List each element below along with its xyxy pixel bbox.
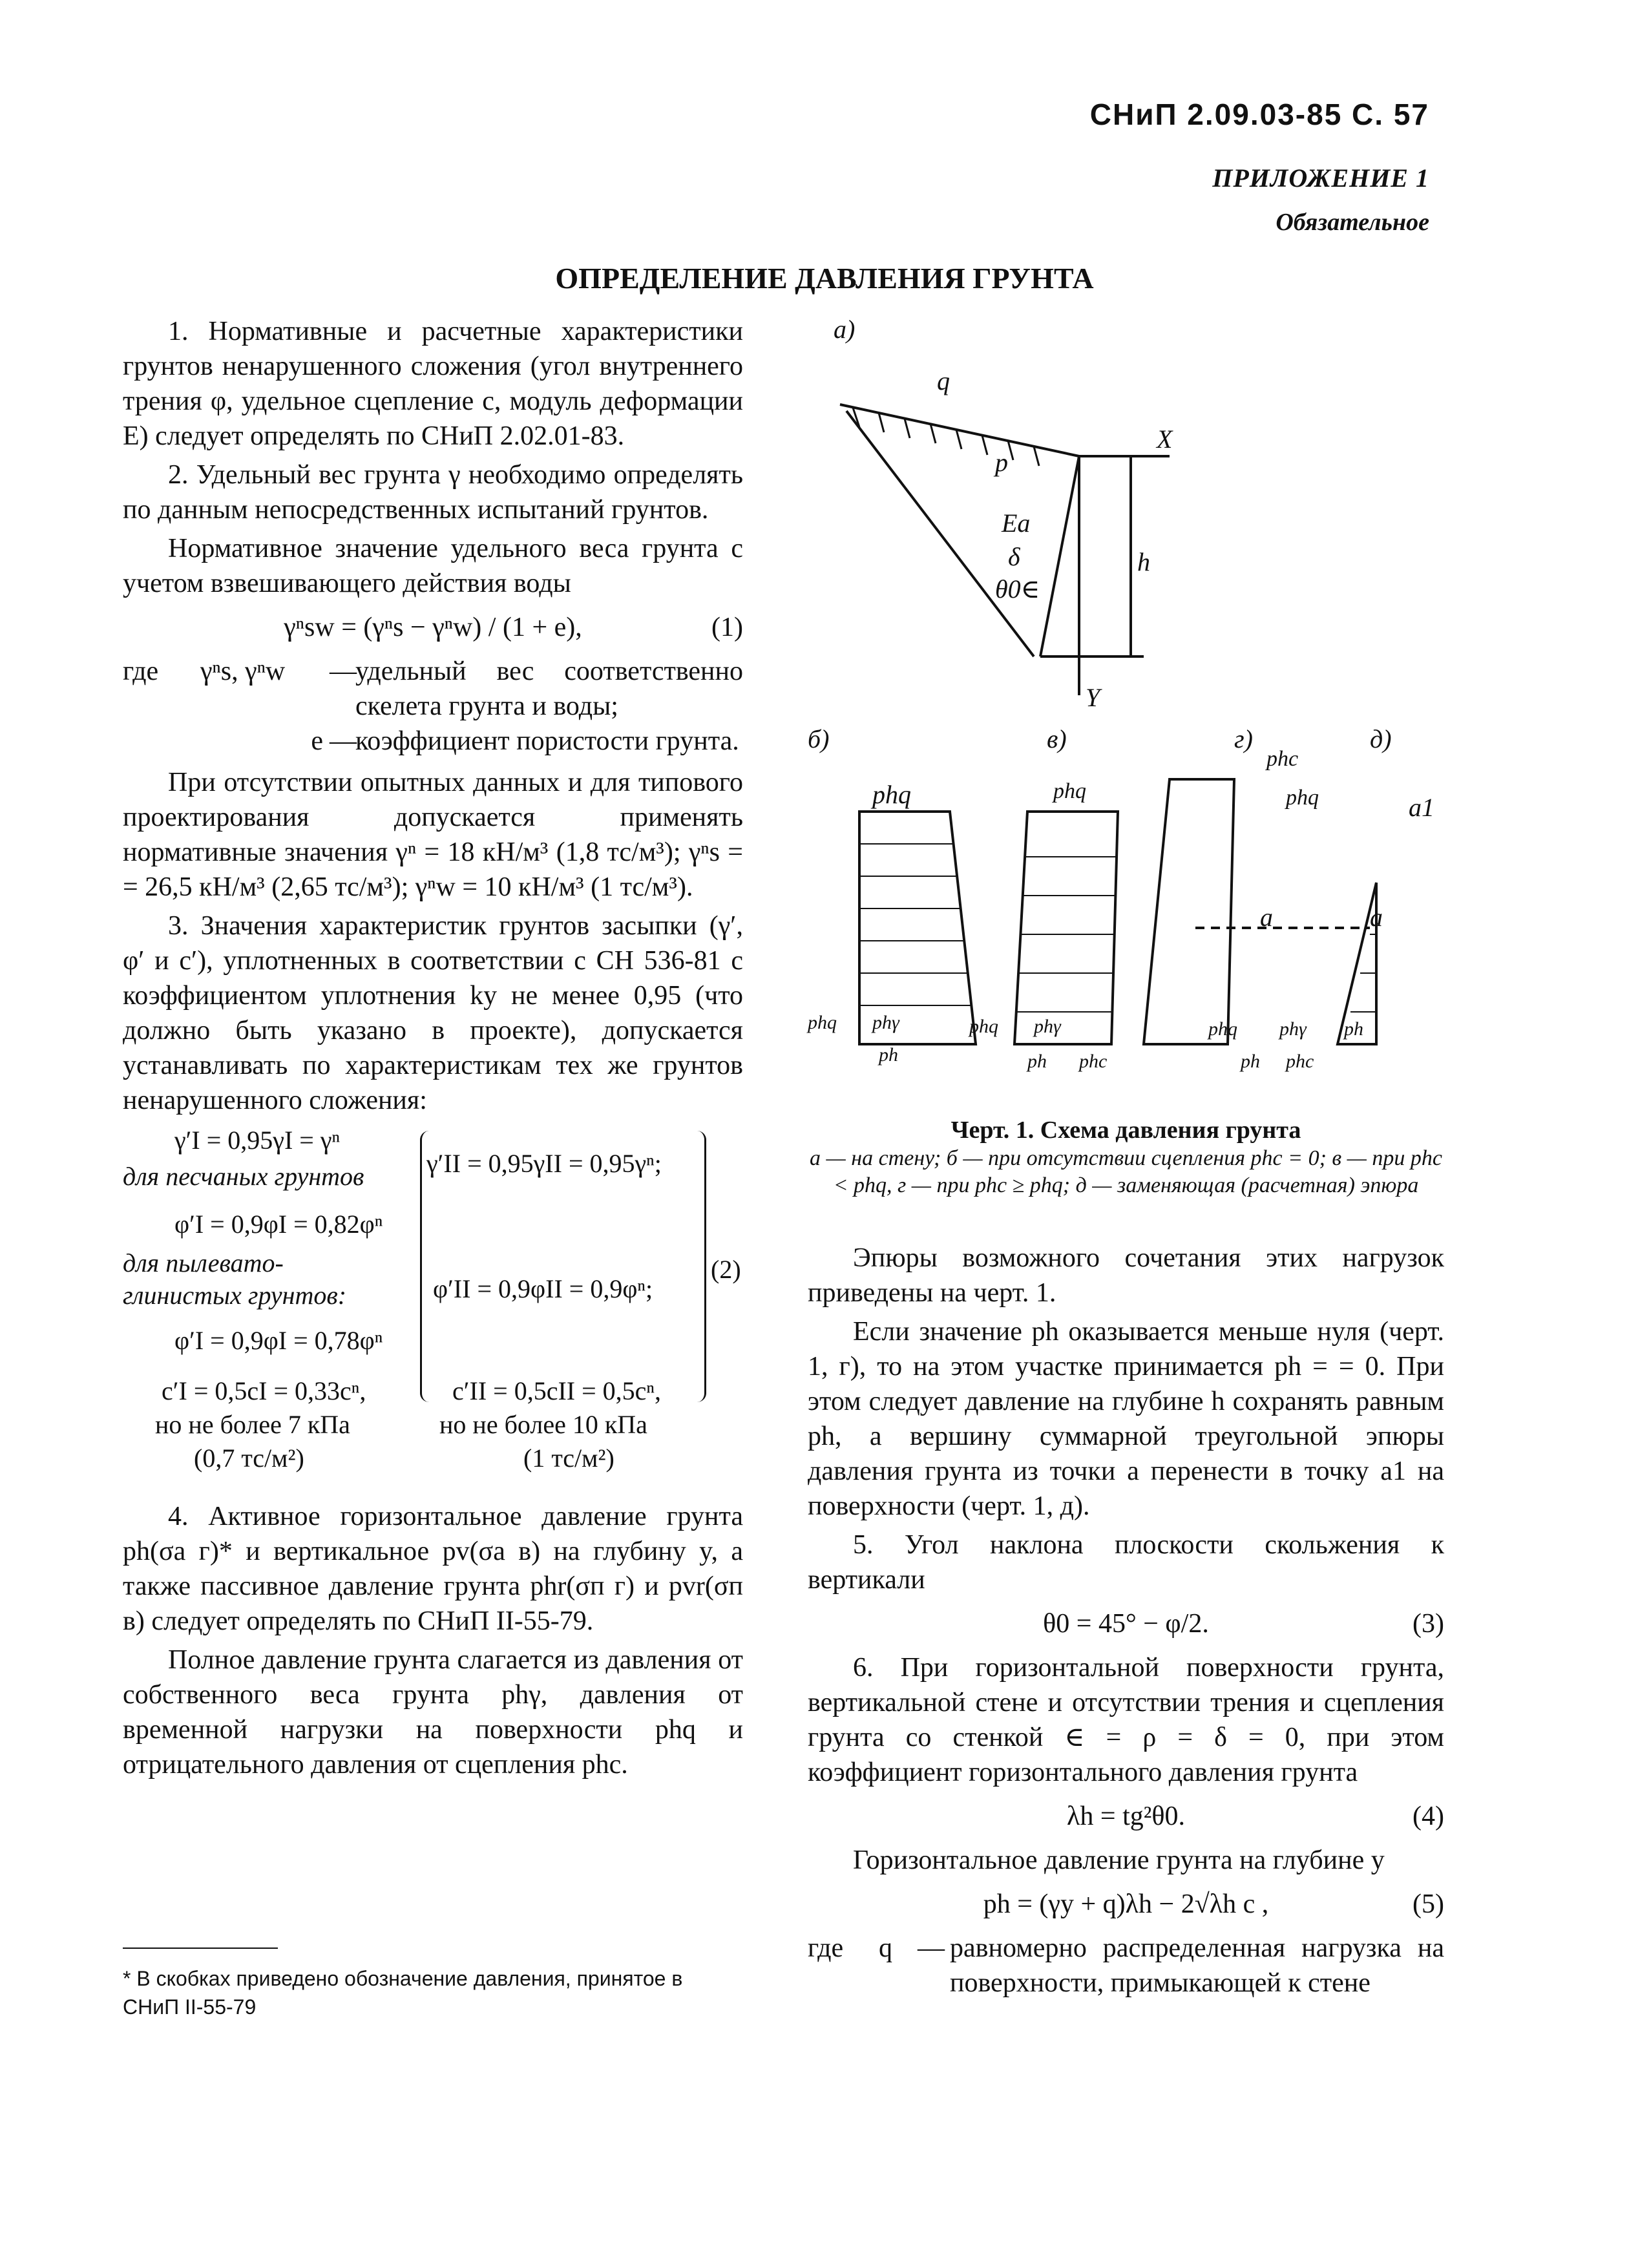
- p-label: p: [995, 448, 1008, 477]
- sys-line: c′I = 0,5cI = 0,33cⁿ,: [162, 1376, 366, 1405]
- formula-4-body: λh = tg²θ0.: [1067, 1801, 1185, 1831]
- paragraph-r5: Горизонтальное давление грунта на глубине y: [853, 1845, 1385, 1875]
- sys-line: для пылевато-: [123, 1248, 284, 1277]
- sys-line: глинистых грунтов:: [123, 1281, 347, 1310]
- theta-label: θ0∈: [995, 574, 1040, 604]
- paragraph-7: Полное давление грунта слагается из давления от собственного веса грунта phγ, давления от временной нагрузки на поверхности phq и отрицательного давления от сцепления phc.: [123, 1645, 743, 1780]
- where-dash: —: [330, 656, 357, 686]
- appendix-label: ПРИЛОЖЕНИЕ 1: [1212, 163, 1429, 193]
- figure-label-b: б): [808, 724, 830, 753]
- ph-label: ph: [1027, 1051, 1047, 1072]
- where-symbol: e: [311, 726, 323, 756]
- formula-system-2: [123, 1124, 743, 1486]
- sys-line: но не более 7 кПа: [155, 1410, 350, 1439]
- ph-label: ph: [1241, 1051, 1260, 1072]
- figure-label-a: а): [834, 315, 856, 344]
- a-label: a: [1260, 903, 1273, 932]
- figure-label-v: в): [1047, 724, 1067, 753]
- footnote: * В скобках приведено обозначение давления, принятое в СНиП II-55-79: [123, 1967, 683, 2019]
- where-text: равномерно распределенная нагрузка на поверхности, примыкающей к стене: [950, 1933, 1444, 1998]
- paragraph-3: Нормативное значение удельного веса грунта с учетом взвешивающего действия воды: [123, 534, 743, 598]
- right-brace: [691, 1131, 706, 1402]
- a1-label: a1: [1409, 793, 1434, 822]
- wall-line: [1040, 456, 1079, 656]
- figure-label-d: д): [1370, 724, 1392, 753]
- formula-1-number: (1): [711, 613, 743, 642]
- paragraph-6: 4. Активное горизонтальное давление грунта ph(σа г)* и вертикальное pv(σа в) на глубину y, а также пассивное давление грунта phr(σп г) и pvr(σп в) следует определять по СНиП II-55-79.: [123, 1502, 743, 1636]
- paragraph-r4: 6. При горизонтальной поверхности грунта, вертикальной стене и отсутствии трения и сцепления грунта со стенкой ∈ = ρ = δ = 0, при этом коэффициент горизонтального давления грунта: [808, 1653, 1444, 1787]
- formula-5: [808, 1887, 1444, 1922]
- figure-caption: [808, 1117, 1444, 1199]
- page-title: ОПРЕДЕЛЕНИЕ ДАВЛЕНИЯ ГРУНТА: [555, 262, 1094, 295]
- phq-label: phq: [969, 1016, 998, 1037]
- ph-label: ph: [1344, 1018, 1363, 1040]
- sys-line: но не более 10 кПа: [439, 1410, 647, 1439]
- phq-label: phq: [1286, 786, 1319, 810]
- paragraph-2: 2. Удельный вес грунта γ необходимо определять по данным непосредственных испытаний грунтов.: [123, 460, 743, 525]
- a-label: a: [1370, 903, 1383, 932]
- paragraph-5: 3. Значения характеристик грунтов засыпки (γ′, φ′ и c′), уплотненных в соответствии с СН 536-81 с коэффициентом уплотнения kу не менее 0,95 (что должно быть указано в проекте), допускается устанавливать по характеристикам тех же грунтов ненарушенного сложения:: [123, 911, 743, 1115]
- epure-b: [859, 812, 976, 1044]
- ea-label: Ea: [1002, 509, 1031, 538]
- paragraph-r1: Эпюры возможного сочетания этих нагрузок приведены на черт. 1.: [808, 1243, 1444, 1308]
- phq-label: phq: [1053, 779, 1086, 803]
- formula-5-body: ph = (γy + q)λh − 2√λh c ,: [983, 1889, 1269, 1919]
- epure-v: [1014, 812, 1118, 1044]
- formula-1-body: γⁿsw = (γⁿs − γⁿw) / (1 + e),: [284, 613, 582, 642]
- epure-g: [1144, 779, 1234, 1044]
- delta-label: δ: [1008, 542, 1020, 571]
- where-label: где: [123, 656, 159, 686]
- sys-line: φ′II = 0,9φII = 0,9φⁿ;: [433, 1274, 653, 1303]
- mandatory-label: Обязательное: [1276, 209, 1429, 236]
- sys-line: γ′II = 0,95γII = 0,95γⁿ;: [426, 1149, 662, 1178]
- phq-label: phq: [1208, 1018, 1237, 1040]
- page-header-code: СНиП 2.09.03-85 С. 57: [1089, 98, 1429, 131]
- left-column: [123, 314, 743, 1786]
- x-label: X: [1157, 425, 1173, 454]
- paragraph-r2: Если значение ph оказывается меньше нуля (черт. 1, г), то на этом участке принимается ph = = 0. При этом следует давление на глубине h сохранять равным ph, а вершину суммарной треугольной эпюры давления грунта из точки a перенести в точку a1 на поверхности (черт. 1, д).: [808, 1317, 1444, 1521]
- phgamma-label: phγ: [1034, 1016, 1061, 1037]
- q-label: q: [937, 366, 950, 395]
- formula-4: [808, 1799, 1444, 1834]
- phc-label: phc: [1079, 1051, 1108, 1072]
- phc-label: phc: [1266, 747, 1299, 771]
- formula-4-number: (4): [1413, 1801, 1444, 1831]
- where-dash: —: [330, 726, 357, 756]
- phq-label: phq: [872, 780, 911, 809]
- formula-3: [808, 1606, 1444, 1641]
- where-block-1: [123, 654, 743, 759]
- ph-label: ph: [879, 1044, 898, 1066]
- h-label: h: [1137, 547, 1150, 576]
- paragraph-r3: 5. Угол наклона плоскости скольжения к вертикали: [808, 1530, 1444, 1595]
- formula-2-number: (2): [711, 1255, 741, 1284]
- where-dash: —: [918, 1933, 945, 1963]
- where-text: коэффициент пористости грунта.: [355, 726, 739, 756]
- sys-line: c′II = 0,5cII = 0,5cⁿ,: [452, 1376, 662, 1405]
- phc-label: phc: [1286, 1051, 1314, 1072]
- sys-line: (0,7 тс/м²): [194, 1444, 304, 1473]
- sys-line: (1 тс/м²): [523, 1444, 614, 1473]
- figure-1-drawing: [808, 314, 1454, 1109]
- y-label: Y: [1086, 683, 1100, 712]
- formula-3-number: (3): [1413, 1609, 1444, 1639]
- phq-label: phq: [808, 1012, 837, 1033]
- epure-hatching: [859, 844, 1376, 1012]
- formula-3-body: θ0 = 45° − φ/2.: [1043, 1609, 1209, 1639]
- figure-label-g: г): [1234, 724, 1253, 753]
- where-symbol: γⁿs, γⁿw: [200, 656, 286, 686]
- caption-text: а — на стену; б — при отсутствии сцепления phc = 0; в — при phc < phq, г — при phc ≥ phq; д — заменяющая (расчетная) эпюра: [809, 1146, 1442, 1197]
- formula-5-number: (5): [1413, 1889, 1444, 1919]
- sys-line: φ′I = 0,9φI = 0,82φⁿ: [174, 1210, 383, 1239]
- where-block-r: [808, 1931, 1444, 2000]
- where-symbol: q: [879, 1933, 892, 1963]
- paragraph-4: При отсутствии опытных данных и для типового проектирования допускается применять нормативные значения γⁿ = 18 кН/м³ (1,8 тс/м³); γⁿs = = 26,5 кН/м³ (2,65 тс/м³); γⁿw = 10 кН/м³ (1 тс/м³).: [123, 768, 743, 902]
- where-text: удельный вес соответственно скелета грунта и воды;: [355, 656, 743, 721]
- where-label: где: [808, 1933, 844, 1963]
- phgamma-label: phγ: [1279, 1018, 1307, 1040]
- footnote-rule: [123, 1948, 278, 1949]
- right-column: [808, 1241, 1444, 2007]
- caption-title: Черт. 1. Схема давления грунта: [951, 1117, 1301, 1144]
- sys-line: γ′I = 0,95γI = γⁿ: [174, 1126, 341, 1155]
- formula-1: [123, 610, 743, 645]
- figure-1: [808, 314, 1454, 1232]
- sys-line: φ′I = 0,9φI = 0,78φⁿ: [174, 1326, 383, 1355]
- phgamma-label: phγ: [872, 1012, 899, 1033]
- paragraph-1: 1. Нормативные и расчетные характеристики грунтов ненарушенного сложения (угол внутреннего трения φ, удельное сцепление c, модуль деформации E) следует определять по СНиП 2.02.01-83.: [123, 317, 743, 451]
- sys-line: для песчаных грунтов: [123, 1162, 364, 1191]
- left-brace: [420, 1131, 435, 1402]
